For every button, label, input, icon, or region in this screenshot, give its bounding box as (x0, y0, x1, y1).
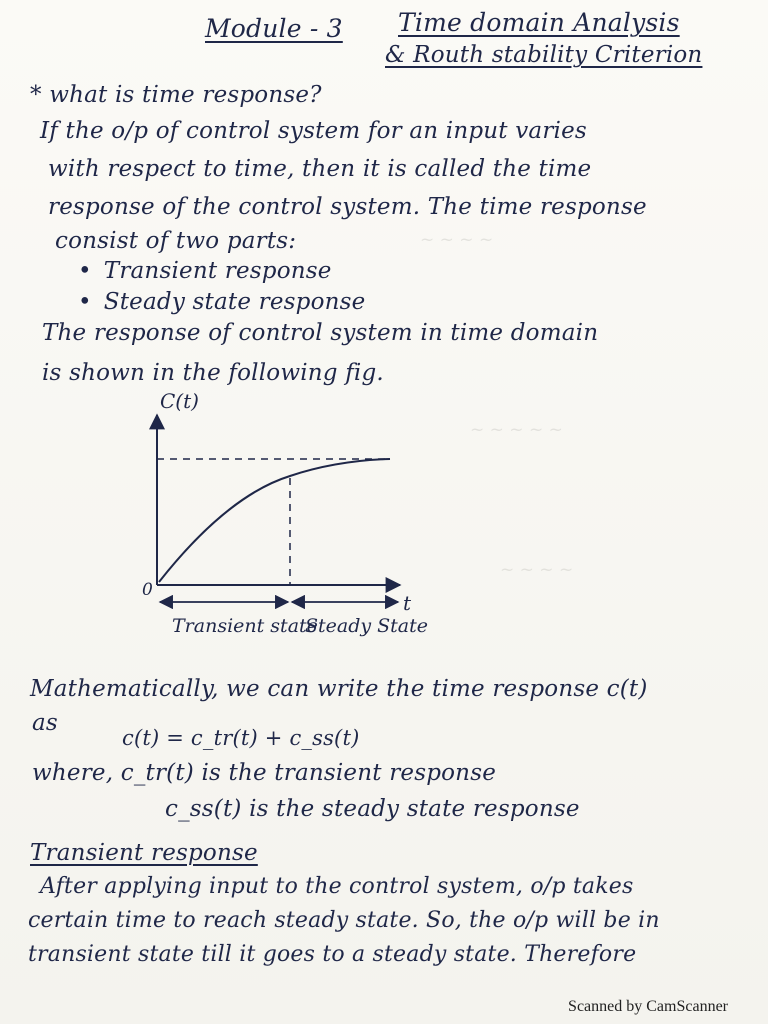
page-title-line2: & Routh stability Criterion (385, 42, 703, 68)
transient-state-label-text: Transient state (172, 615, 318, 637)
transient-state-label (172, 615, 318, 637)
response-curve (159, 459, 390, 582)
figure-intro-line-1: The response of control system in time domain (42, 320, 599, 346)
bleed-through-texture: ~ ~ ~ ~ (420, 230, 494, 250)
transient-line-3: transient state till it goes to a steady state. Therefore (28, 942, 637, 967)
x-axis-label: t (403, 591, 412, 615)
intro-line-3: response of the control system. The time response (48, 194, 647, 220)
intro-line-4: consist of two parts: (55, 228, 297, 254)
module-heading: Module - 3 (205, 14, 343, 43)
bleed-through-texture: ~ ~ ~ ~ (500, 560, 574, 580)
steady-state-label-text: Steady State (305, 615, 429, 637)
transient-line-1: After applying input to the control system, o/p takes (40, 874, 634, 899)
bullet-transient: • Transient response (78, 258, 332, 284)
transient-line-2: certain time to reach steady state. So, the o/p will be in (28, 908, 660, 933)
bleed-through-texture: ~ ~ ~ ~ ~ (470, 420, 563, 440)
question-heading: * what is time response? (30, 82, 322, 108)
response-equation: c(t) = c_tr(t) + c_ss(t) (122, 726, 360, 750)
scanner-watermark: Scanned by CamScanner (568, 998, 728, 1015)
origin-label: 0 (142, 580, 153, 600)
math-line-1: Mathematically, we can write the time response c(t) (30, 676, 648, 702)
figure-intro-line-2: is shown in the following fig. (42, 360, 384, 386)
intro-line-2: with respect to time, then it is called the time (48, 156, 592, 182)
page-title-line1: Time domain Analysis (398, 8, 680, 37)
bullet-steady-state: • Steady state response (78, 289, 365, 315)
intro-line-1: If the o/p of control system for an input varies (40, 118, 587, 144)
steady-state-label (305, 615, 428, 637)
y-axis-label: C(t) (160, 389, 199, 413)
transient-heading: Transient response (30, 840, 258, 866)
where-line-2: c_ss(t) is the steady state response (165, 796, 580, 822)
where-line-1: where, c_tr(t) is the transient response (32, 760, 497, 786)
math-line-2: as (32, 710, 58, 736)
